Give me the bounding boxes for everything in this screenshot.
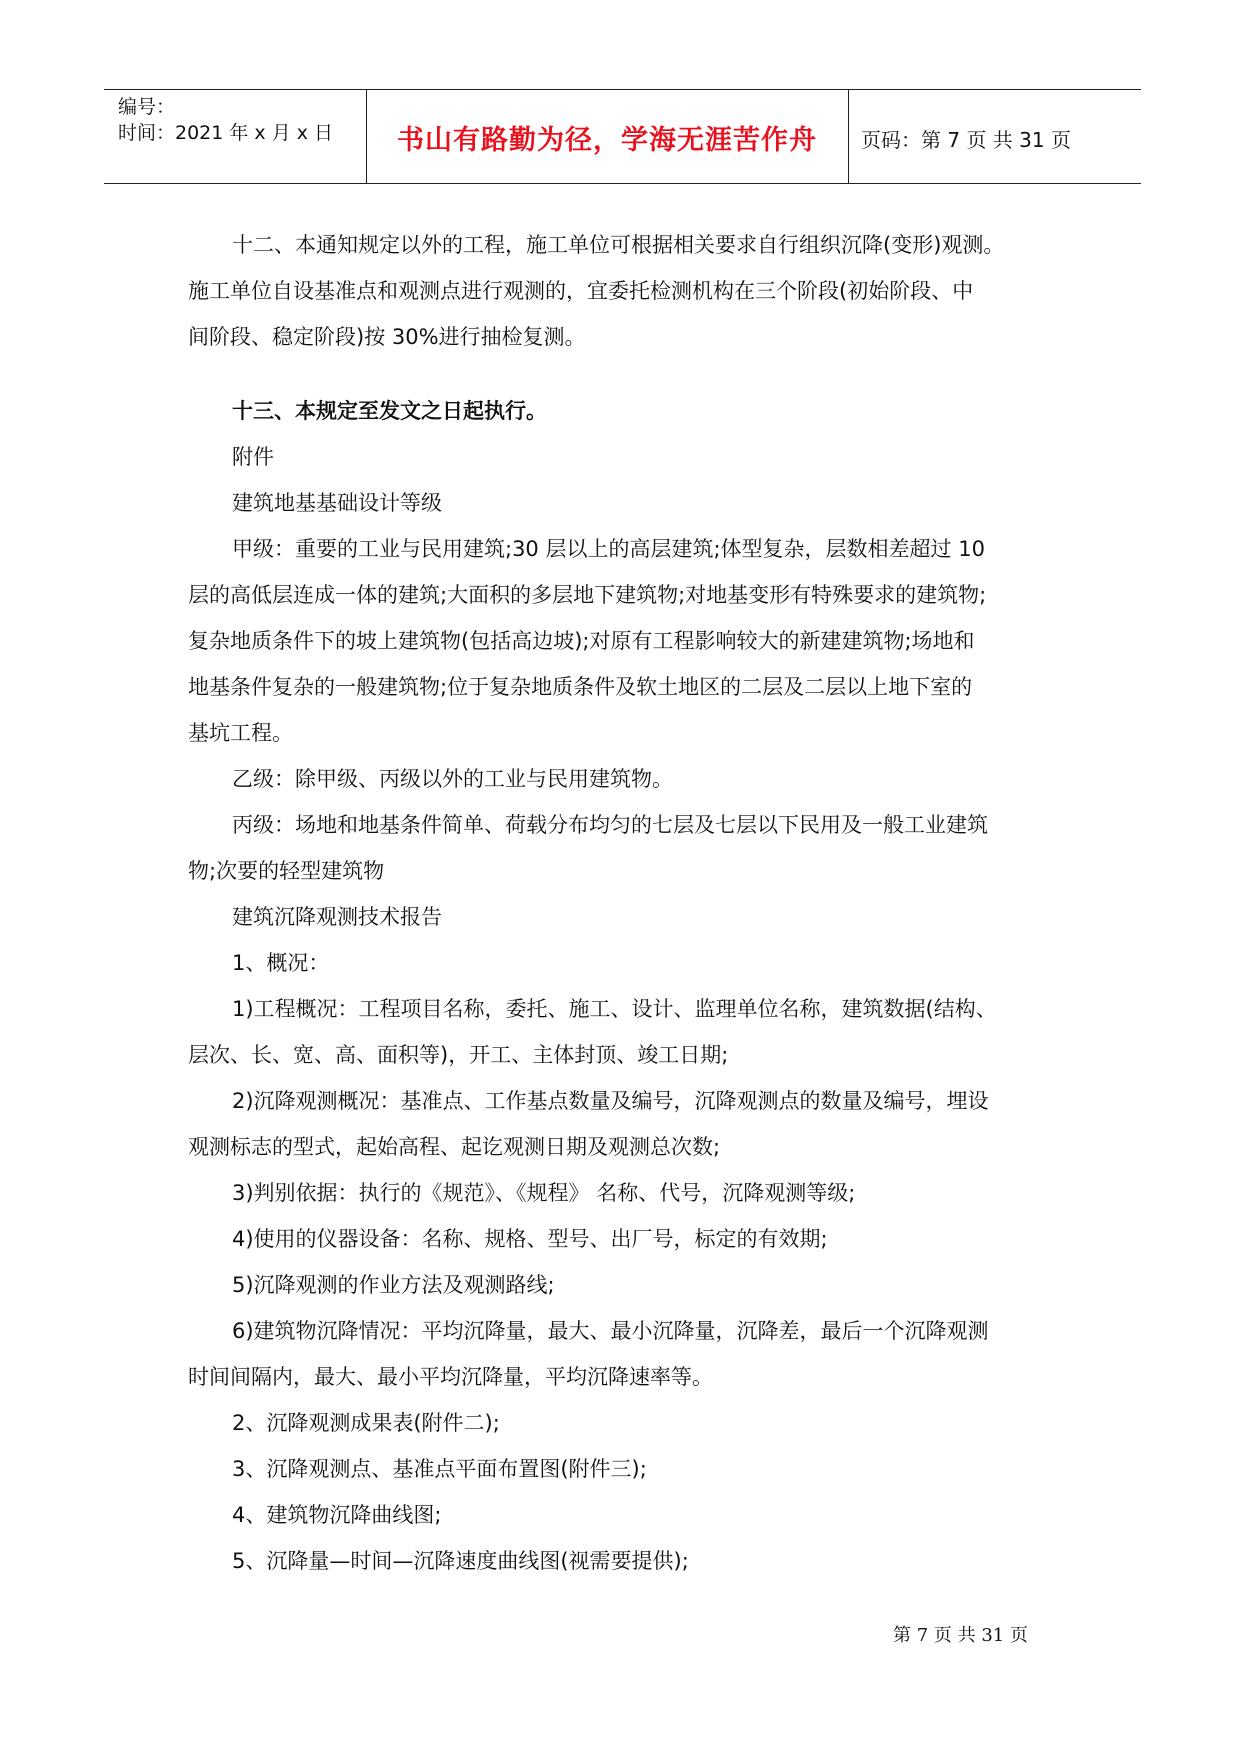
header-motto: 书山有路勤为径，学海无涯苦作舟 <box>397 125 817 156</box>
list-item: 3、沉降观测点、基准点平面布置图(附件三); <box>232 1457 647 1481</box>
header-info-cell <box>104 90 367 183</box>
page-footer-number: 第 7 页 共 31 页 <box>893 1625 1028 1646</box>
paragraph-article-12 <box>188 222 1068 360</box>
paragraph-grade-a <box>188 526 1068 756</box>
section-title-design-grade: 建筑地基基础设计等级 <box>232 491 442 515</box>
text-line: 间阶段、稳定阶段)按 30%进行抽检复测。 <box>188 325 586 349</box>
list-item <box>188 986 1068 1078</box>
list-item: 2、沉降观测成果表(附件二); <box>232 1411 500 1435</box>
text-line: 十二、本通知规定以外的工程，施工单位可根据相关要求自行组织沉降(变形)观测。 <box>232 233 1005 257</box>
text-line: 层的高低层连成一体的建筑;大面积的多层地下建筑物;对地基变形有特殊要求的建筑物; <box>188 583 987 607</box>
list-item: 4)使用的仪器设备：名称、规格、型号、出厂号，标定的有效期; <box>232 1227 828 1251</box>
list-item: 3)判别依据：执行的《规范》、《规程》 名称、代号，沉降观测等级; <box>232 1181 856 1205</box>
text-line: 施工单位自设基准点和观测点进行观测的，宜委托检测机构在三个阶段(初始阶段、中 <box>188 279 974 303</box>
list-item <box>188 1078 1068 1170</box>
list-item <box>188 1308 1068 1400</box>
document-header <box>104 89 1141 184</box>
header-page-cell <box>848 90 1141 183</box>
text-line: 时间间隔内，最大、最小平均沉降量，平均沉降速率等。 <box>188 1365 713 1389</box>
header-motto-cell <box>366 90 849 183</box>
list-item: 1、概况： <box>232 951 330 975</box>
text-line: 层次、长、宽、高、面积等)，开工、主体封顶、竣工日期; <box>188 1043 729 1067</box>
text-line: 复杂地质条件下的坡上建筑物(包括高边坡);对原有工程影响较大的新建建筑物;场地和 <box>188 629 975 653</box>
text-line: 甲级：重要的工业与民用建筑;30 层以上的高层建筑;体型复杂，层数相差超过 10 <box>232 537 985 561</box>
text-line: 2)沉降观测概况：基准点、工作基点数量及编号，沉降观测点的数量及编号，埋设 <box>232 1089 989 1113</box>
text-line: 基坑工程。 <box>188 721 293 745</box>
paragraph-article-13: 十三、本规定至发文之日起执行。 <box>232 399 547 423</box>
attachment-heading: 附件 <box>232 445 274 469</box>
document-body <box>188 222 1068 1584</box>
paragraph-grade-b: 乙级：除甲级、丙级以外的工业与民用建筑物。 <box>232 767 673 791</box>
text-line: 丙级：场地和地基条件简单、荷载分布均匀的七层及七层以下民用及一般工业建筑 <box>232 813 988 837</box>
list-item: 4、建筑物沉降曲线图; <box>232 1503 442 1527</box>
text-line: 6)建筑物沉降情况：平均沉降量，最大、最小沉降量，沉降差，最后一个沉降观测 <box>232 1319 989 1343</box>
text-line: 地基条件复杂的一般建筑物;位于复杂地质条件及软土地区的二层及二层以上地下室的 <box>188 675 973 699</box>
list-item: 5)沉降观测的作业方法及观测路线; <box>232 1273 555 1297</box>
text-line: 1)工程概况：工程项目名称，委托、施工、设计、监理单位名称，建筑数据(结构、 <box>232 997 997 1021</box>
text-line: 物;次要的轻型建筑物 <box>188 859 385 883</box>
document-number-label: 编号： <box>118 96 176 118</box>
section-title-report: 建筑沉降观测技术报告 <box>232 905 442 929</box>
text-line: 观测标志的型式，起始高程、起讫观测日期及观测总次数; <box>188 1135 721 1159</box>
paragraph-grade-c <box>188 802 1068 894</box>
document-time-label: 时间：2021 年 x 月 x 日 <box>118 122 334 144</box>
header-page-code: 页码：第 7 页 共 31 页 <box>861 128 1071 152</box>
list-item: 5、沉降量—时间—沉降速度曲线图(视需要提供); <box>232 1549 689 1573</box>
